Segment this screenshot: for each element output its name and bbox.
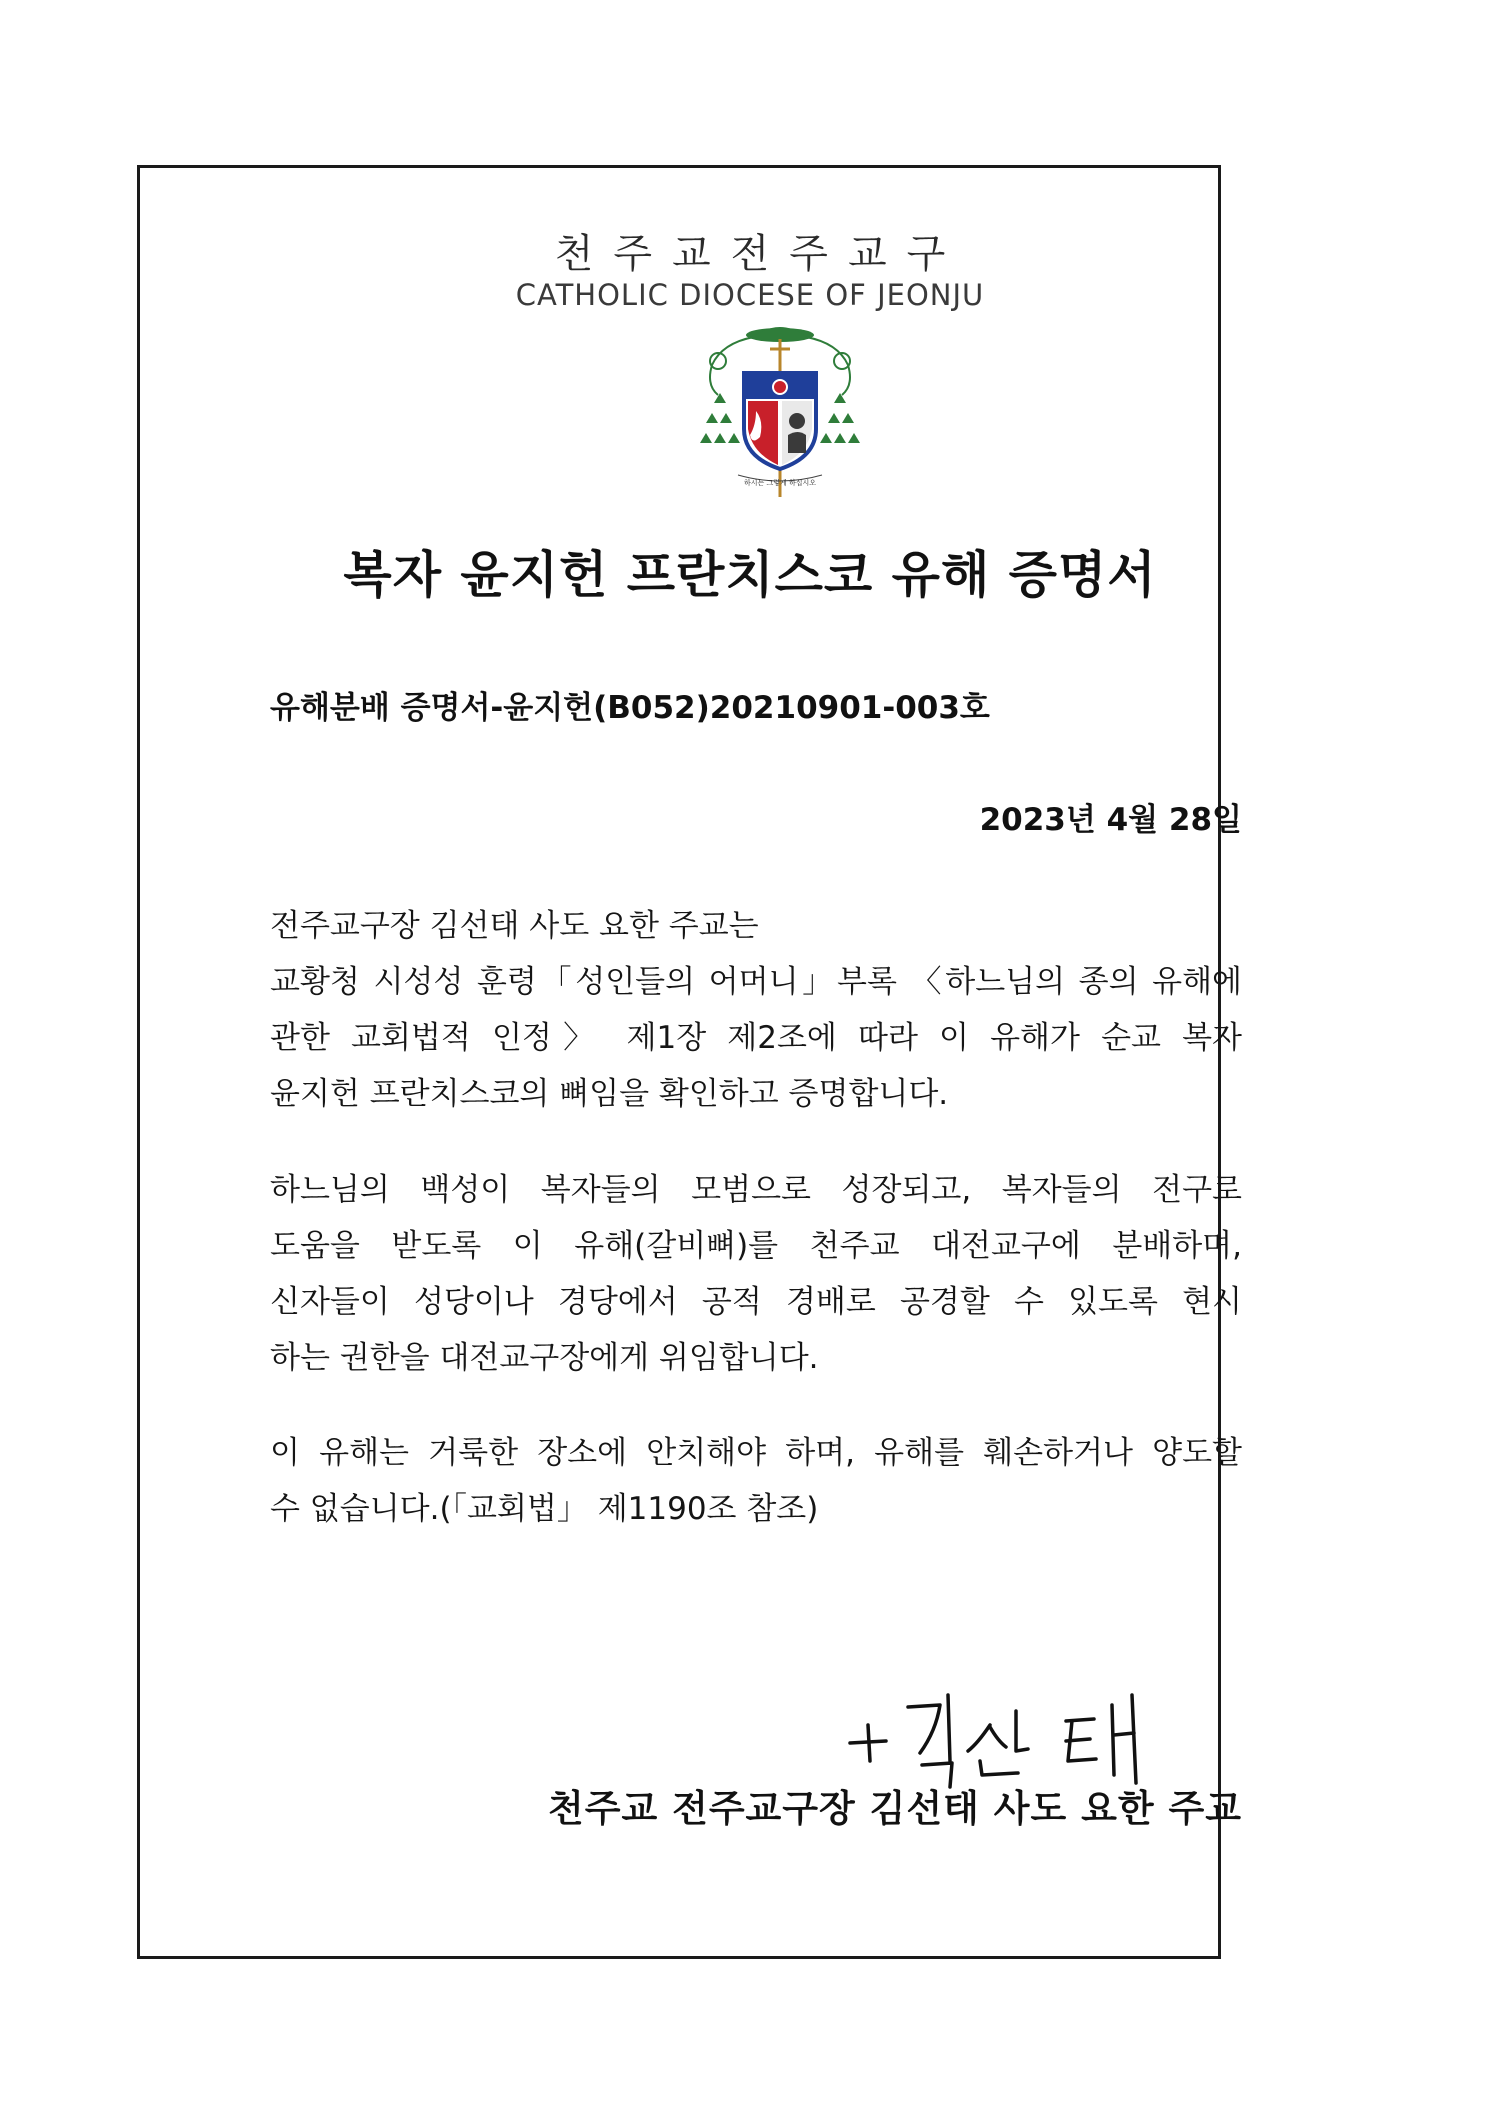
paragraph-line: 신자들이 성당이나 경당에서 공적 경배로 공경할 수 있도록 현시: [270, 1284, 1242, 1320]
document-title: 복자 윤지헌 프란치스코 유해 증명서: [343, 546, 1157, 604]
paragraph-attestation: [270, 898, 1242, 1122]
signer-name: 천주교 전주교구장 김선태 사도 요한 주교: [547, 1787, 1242, 1830]
diocese-name-korean: 천주교전주교구: [554, 231, 966, 277]
issue-date: 2023년 4월 28일: [979, 802, 1242, 838]
paragraph-distribution: [270, 1162, 1242, 1386]
paragraph-line: 관한 교회법적 인정〉 제1장 제2조에 따라 이 유해가 순교 복자: [270, 1020, 1242, 1056]
paragraph-restrictions: [270, 1425, 1242, 1537]
diocese-name-english: CATHOLIC DIOCESE OF JEONJU: [515, 278, 985, 312]
handwritten-signature: [840, 1665, 1180, 1795]
paragraph-line: 전주교구장 김선태 사도 요한 주교는: [270, 908, 759, 944]
coat-of-arms-motto: 하시는 그렇게 하십시오: [743, 479, 817, 487]
paragraph-line: 윤지헌 프란치스코의 뼈임을 확인하고 증명합니다.: [270, 1076, 949, 1112]
paragraph-line: 하느님의 백성이 복자들의 모범으로 성장되고, 복자들의 전구로: [270, 1172, 1242, 1208]
paragraph-line: 교황청 시성성 훈령「성인들의 어머니」부록 〈하느님의 종의 유해에: [270, 964, 1242, 1000]
paragraph-line: 이 유해는 거룩한 장소에 안치해야 하며, 유해를 훼손하거나 양도할: [270, 1435, 1242, 1471]
paragraph-line: 수 없습니다.(「교회법」 제1190조 참조): [270, 1491, 819, 1527]
certificate-number: 유해분배 증명서-윤지헌(B052)20210901-003호: [270, 690, 990, 726]
coat-of-arms-icon: [698, 325, 862, 505]
paragraph-line: 도움을 받도록 이 유해(갈비뼈)를 천주교 대전교구에 분배하며,: [270, 1228, 1242, 1264]
paragraph-line: 하는 권한을 대전교구장에게 위임합니다.: [270, 1340, 819, 1376]
